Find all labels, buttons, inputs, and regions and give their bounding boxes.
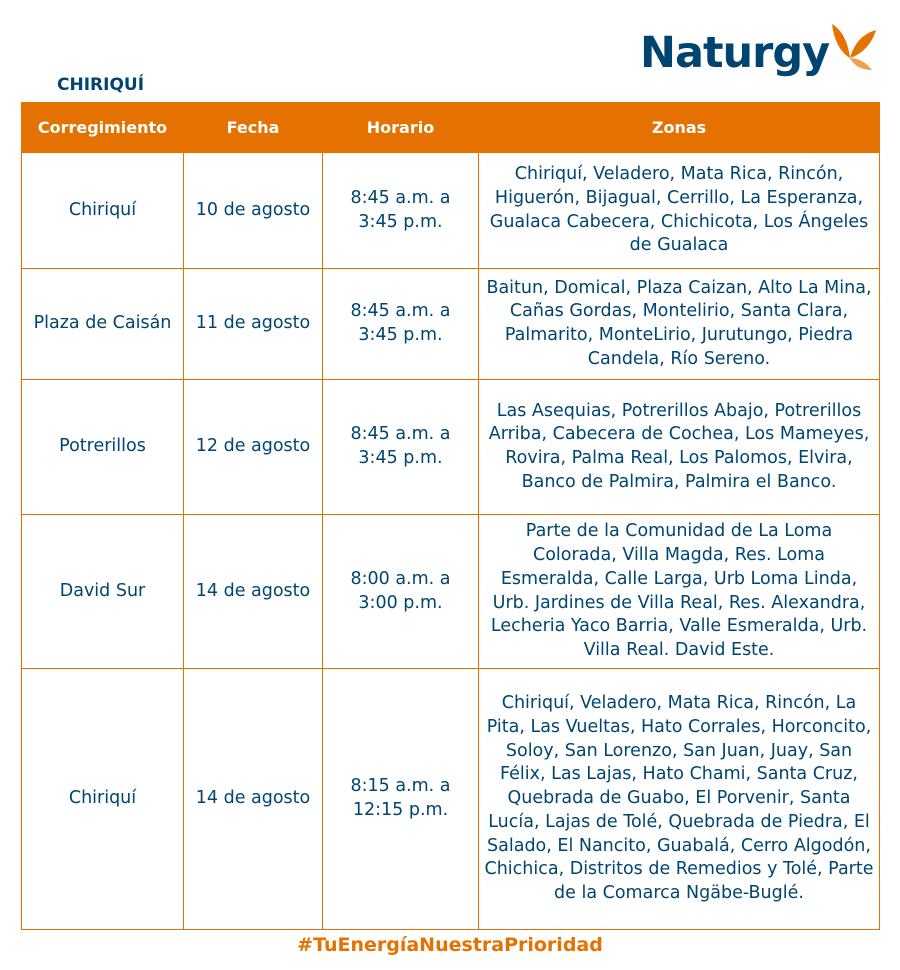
table-header-row xyxy=(22,103,880,153)
cell-zonas: Baitun, Domical, Plaza Caizan, Alto La Mina, Cañas Gordas, Montelirio, Santa Clara, Palmarito, MonteLirio, Jurutungo, Piedra Candela, Río Sereno. xyxy=(479,269,880,380)
table-row xyxy=(22,669,880,930)
header-zonas: Zonas xyxy=(479,103,880,153)
hashtag-footer: #TuEnergíaNuestraPrioridad xyxy=(297,934,603,956)
cell-corregimiento: Plaza de Caisán xyxy=(22,269,184,380)
cell-horario: 8:45 a.m. a 3:45 p.m. xyxy=(323,380,479,515)
cell-zonas: Parte de la Comunidad de La Loma Colorada, Villa Magda, Res. Loma Esmeralda, Calle Larga, Urb Loma Linda, Urb. Jardines de Villa Real, Res. Alexandra, Lecheria Yaco Barria, Valle Esmeralda, Urb. Villa Real. David Este. xyxy=(479,515,880,669)
cell-horario: 8:45 a.m. a 3:45 p.m. xyxy=(323,153,479,269)
cell-fecha: 11 de agosto xyxy=(184,269,323,380)
cell-fecha: 14 de agosto xyxy=(184,669,323,930)
region-title: CHIRIQUÍ xyxy=(57,75,145,95)
table-row xyxy=(22,153,880,269)
cell-zonas: Las Asequias, Potrerillos Abajo, Potrerillos Arriba, Cabecera de Cochea, Los Mameyes, Rovira, Palma Real, Los Palomos, Elvira, Banco de Palmira, Palmira el Banco. xyxy=(479,380,880,515)
table-row xyxy=(22,269,880,380)
cell-horario: 8:45 a.m. a 3:45 p.m. xyxy=(323,269,479,380)
naturgy-logo xyxy=(640,18,885,84)
logo-wordmark: Naturgy xyxy=(640,28,830,78)
cell-fecha: 12 de agosto xyxy=(184,380,323,515)
cell-corregimiento: Chiriquí xyxy=(22,669,184,930)
table-row xyxy=(22,515,880,669)
header-horario: Horario xyxy=(323,103,479,153)
cell-corregimiento: Chiriquí xyxy=(22,153,184,269)
cell-zonas: Chiriquí, Veladero, Mata Rica, Rincón, Higuerón, Bijagual, Cerrillo, La Esperanza, Gualaca Cabecera, Chichicota, Los Ángeles de Gualaca xyxy=(479,153,880,269)
header-corregimiento: Corregimiento xyxy=(22,103,184,153)
butterfly-icon xyxy=(828,18,880,78)
table-row xyxy=(22,380,880,515)
header-fecha: Fecha xyxy=(184,103,323,153)
cell-fecha: 14 de agosto xyxy=(184,515,323,669)
cell-horario: 8:00 a.m. a 3:00 p.m. xyxy=(323,515,479,669)
cell-corregimiento: David Sur xyxy=(22,515,184,669)
cell-horario: 8:15 a.m. a 12:15 p.m. xyxy=(323,669,479,930)
cell-zonas: Chiriquí, Veladero, Mata Rica, Rincón, La Pita, Las Vueltas, Hato Corrales, Horconcito, Soloy, San Lorenzo, San Juan, Juay, San Félix, Las Lajas, Hato Chami, Santa Cruz, Quebrada de Guabo, El Porvenir, Santa Lucía, Lajas de Tolé, Quebrada de Piedra, El Salado, El Nancito, Guabalá, Cerro Algodón, Chichica, Distritos de Remedios y Tolé, Parte de la Comarca Ngäbe-Buglé. xyxy=(479,669,880,930)
cell-fecha: 10 de agosto xyxy=(184,153,323,269)
cell-corregimiento: Potrerillos xyxy=(22,380,184,515)
outage-schedule-table xyxy=(21,102,880,930)
